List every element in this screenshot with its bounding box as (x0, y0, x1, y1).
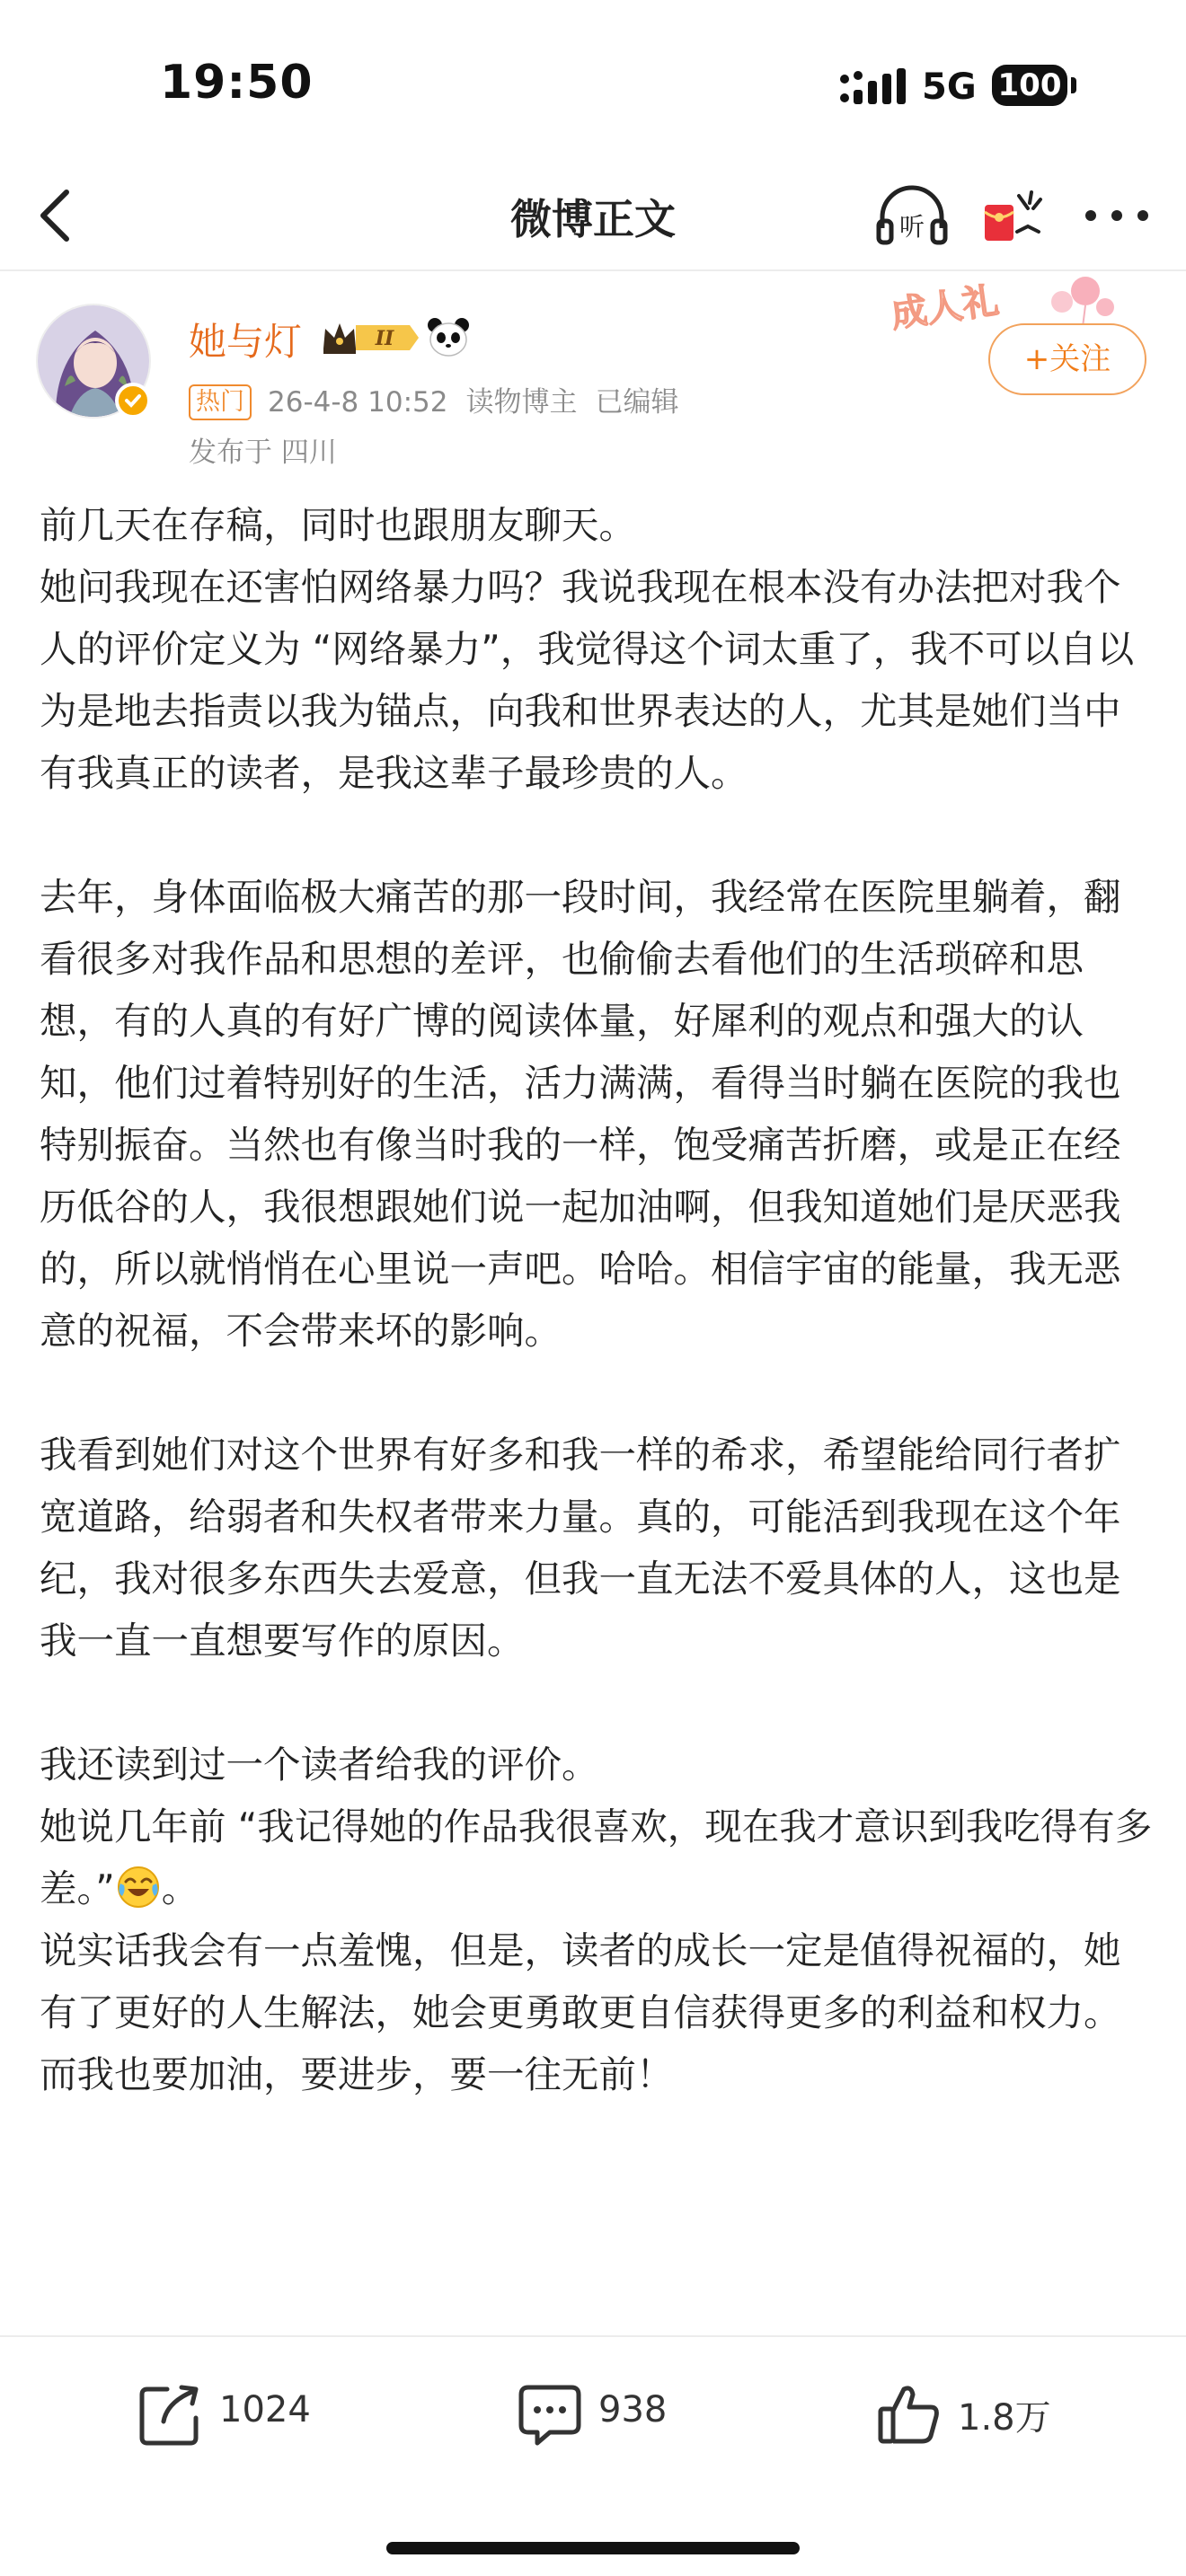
listen-label: 听 (898, 212, 925, 242)
paragraph-gap (40, 1362, 1154, 1424)
post-paragraph: 而我也要加油，要进步，要一往无前！ (40, 2052, 674, 2096)
post-paragraph (40, 1795, 1154, 1919)
panda-icon (426, 316, 471, 357)
signal-icon (839, 68, 909, 106)
author-role: 读物博主 (465, 386, 578, 419)
listen-button[interactable] (873, 181, 951, 250)
post-timestamp: 26-4-8 10:52 (268, 386, 448, 419)
verified-badge-icon (115, 383, 151, 419)
post-paragraph: 去年，身体面临极大痛苦的那一段时间，我经常在医院里躺着，翻看很多对我作品和思想的差评，也偷偷去看他们的生活琐碎和思想，有的人真的有好广博的阅读体量，好犀利的观点和强大的认知，他们过着特别好的生活，活力满满，看得当时躺在医院的我也特别振奋。当然也有像当时我的一样，饱受痛苦折磨，或是正在经历低谷的人，我很想跟她们说一起加油啊，但我知道她们是厌恶我的，所以就悄悄在心里说一声吧。哈哈。相信宇宙的能量，我无恶意的祝福，不会带来坏的影响。 (40, 875, 1121, 1353)
red-packet-button[interactable] (978, 181, 1049, 250)
repost-count: 1024 (219, 2389, 311, 2430)
post-paragraph: 我看到她们对这个世界有好多和我一样的希求，希望能给同行者扩宽道路，给弱者和失权者带来力量。真的，可能活到我现在这个年纪，我对很多东西失去爱意，但我一直无法不爱具体的人，这也是我一直一直想要写作的原因。 (40, 1433, 1121, 1663)
post-paragraph: 她问我现在还害怕网络暴力吗？我说我现在根本没有办法把对我个人的评价定义为 “网络暴力”，我觉得这个词太重了，我不可以自以为是地去指责以我为锚点，向我和世界表达的人，尤其是她们当中有我真正的读者，是我这辈子最珍贵的人。 (40, 565, 1135, 795)
post-paragraph: 前几天在存稿，同时也跟朋友聊天。 (40, 503, 637, 547)
laugh-cry-emoji-icon (115, 1864, 162, 1910)
home-indicator (386, 2542, 800, 2554)
status-bar (0, 0, 1186, 162)
paragraph-gap (40, 804, 1154, 866)
headphones-icon (873, 181, 951, 250)
more-icon (1078, 181, 1155, 250)
quote-end: 。 (161, 1866, 199, 1910)
quote-text: 她说几年前 “我记得她的作品我很喜欢，现在我才意识到我吃得有多差。” (40, 1804, 1153, 1910)
red-packet-icon (978, 181, 1049, 250)
page-title: 微博正文 (510, 195, 676, 243)
paragraph-gap (40, 1672, 1154, 1734)
ceremony-banner-text: 成人礼 (888, 279, 1002, 336)
battery-level: 100 (997, 67, 1062, 103)
crown-level-badge-icon (320, 318, 420, 357)
follow-button[interactable]: +关注 (988, 323, 1146, 395)
avatar[interactable] (36, 304, 151, 419)
status-time: 19:50 (160, 56, 314, 110)
like-button[interactable] (875, 2373, 1073, 2454)
post-paragraph: 说实话我会有一点羞愧，但是，读者的成长一定是值得祝福的，她有了更好的人生解法，她会更勇敢更自信获得更多的利益和权力。 (40, 1928, 1121, 2034)
level-badge-text: II (375, 327, 394, 350)
post-meta (189, 379, 678, 420)
comment-button[interactable] (516, 2373, 713, 2454)
author-name[interactable]: 她与灯 (189, 320, 303, 364)
author-header (0, 271, 1186, 469)
nav-bar (0, 162, 1186, 271)
comment-icon (516, 2380, 584, 2448)
comment-count: 938 (598, 2389, 668, 2430)
repost-icon (137, 2380, 205, 2448)
battery-tip (1071, 77, 1076, 93)
post-location: 发布于 四川 (189, 437, 337, 469)
like-count: 1.8万 (958, 2397, 1051, 2439)
battery-icon (992, 65, 1067, 106)
repost-button[interactable] (137, 2373, 352, 2454)
edited-label[interactable]: 已编辑 (595, 386, 679, 419)
action-bar (0, 2337, 1186, 2490)
more-button[interactable] (1078, 181, 1155, 250)
hot-tag: 热门 (189, 384, 252, 420)
post-content (40, 494, 1154, 2105)
thumbs-up-icon (875, 2380, 943, 2448)
network-type: 5G (922, 66, 977, 108)
post-paragraph: 我还读到过一个读者给我的评价。 (40, 1742, 599, 1786)
